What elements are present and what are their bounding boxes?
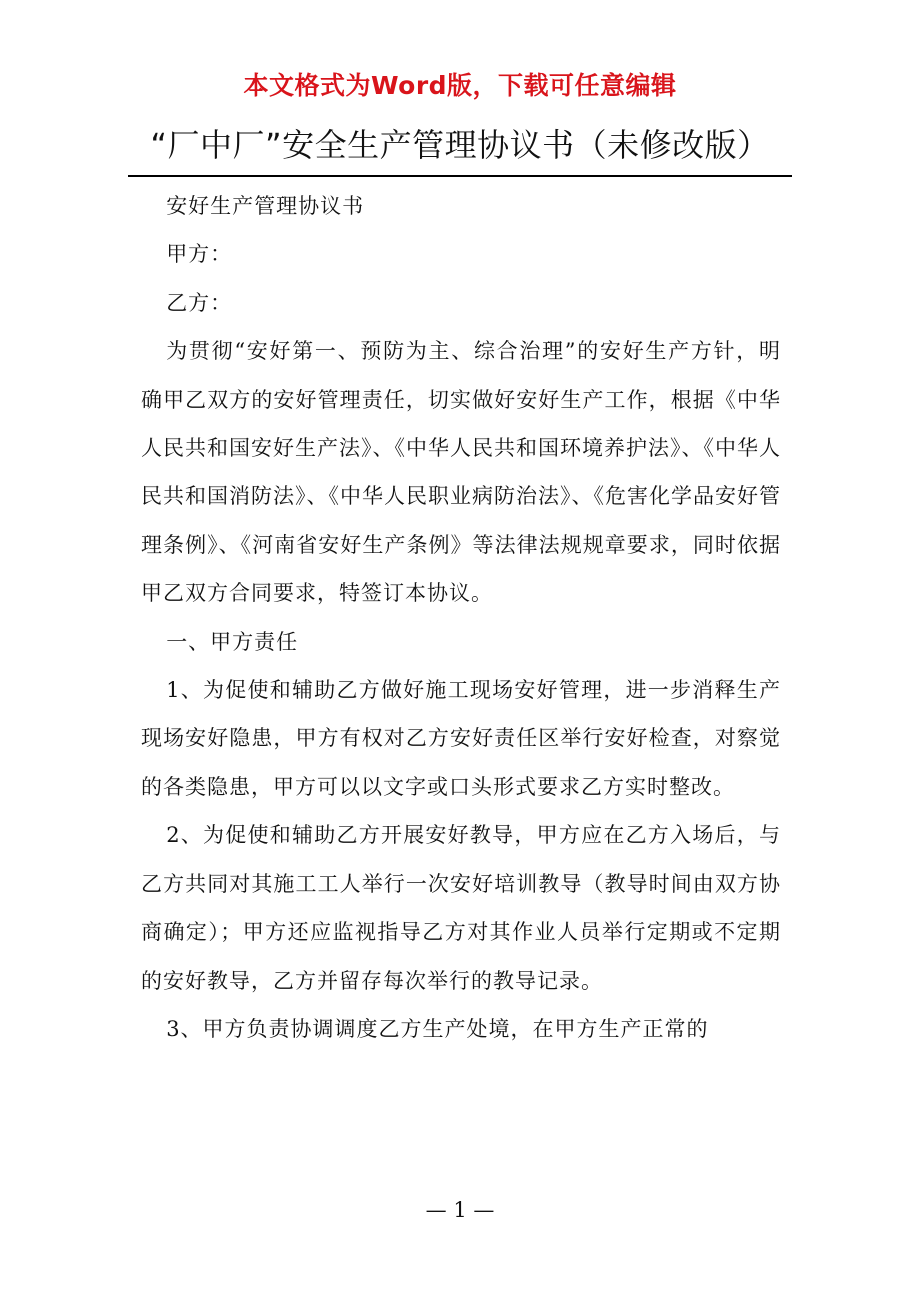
section-heading-party-a-duties: 一、甲方责任 [166, 629, 299, 654]
paragraph-party-a: 甲方： [166, 242, 233, 267]
paragraph-party-b: 乙方： [166, 290, 233, 315]
paragraph-clause-3: 3、甲方负责协调调度乙方生产处境，在甲方生产正常的 [166, 1016, 709, 1041]
paragraph-heading: 安好生产管理协议书 [166, 194, 365, 218]
banner-text: 本文格式为Word版，下载可任意编辑 [243, 71, 677, 100]
download-banner [0, 68, 920, 104]
paragraph-preamble: 为贯彻“安好第一、预防为主、综合治理”的安好生产方针，明确甲乙双方的安好管理责任，切实做好安好生产工作，根据《中华人民共和国安好生产法》、《中华人民共和国环境养护法》、《中华人民共和国消防法》、《中华人民职业病防治法》、《危害化学品安好管理条例》、《河南省安好生产条例》等法律法规规章要求，同时依据甲乙双方合同要求，特签订本协议。 [141, 339, 781, 606]
document-title: “厂中厂”安全生产管理协议书（未修改版） [150, 126, 770, 164]
title-divider [128, 175, 792, 177]
paragraph-clause-2: 2、为促使和辅助乙方开展安好教导，甲方应在乙方入场后，与乙方共同对其施工工人举行一次安好培训教导（教导时间由双方协商确定）；甲方还应监视指导乙方对其作业人员举行定期或不定期的安好教导，乙方并留存每次举行的教导记录。 [141, 823, 781, 993]
paragraph-clause-1: 1、为促使和辅助乙方做好施工现场安好管理，进一步消释生产现场安好隐患，甲方有权对乙方安好责任区举行安好检查，对察觉的各类隐患，甲方可以以文字或口头形式要求乙方实时整改。 [141, 678, 781, 799]
page-number: — 1 — [425, 1198, 495, 1222]
document-body [141, 182, 781, 1053]
